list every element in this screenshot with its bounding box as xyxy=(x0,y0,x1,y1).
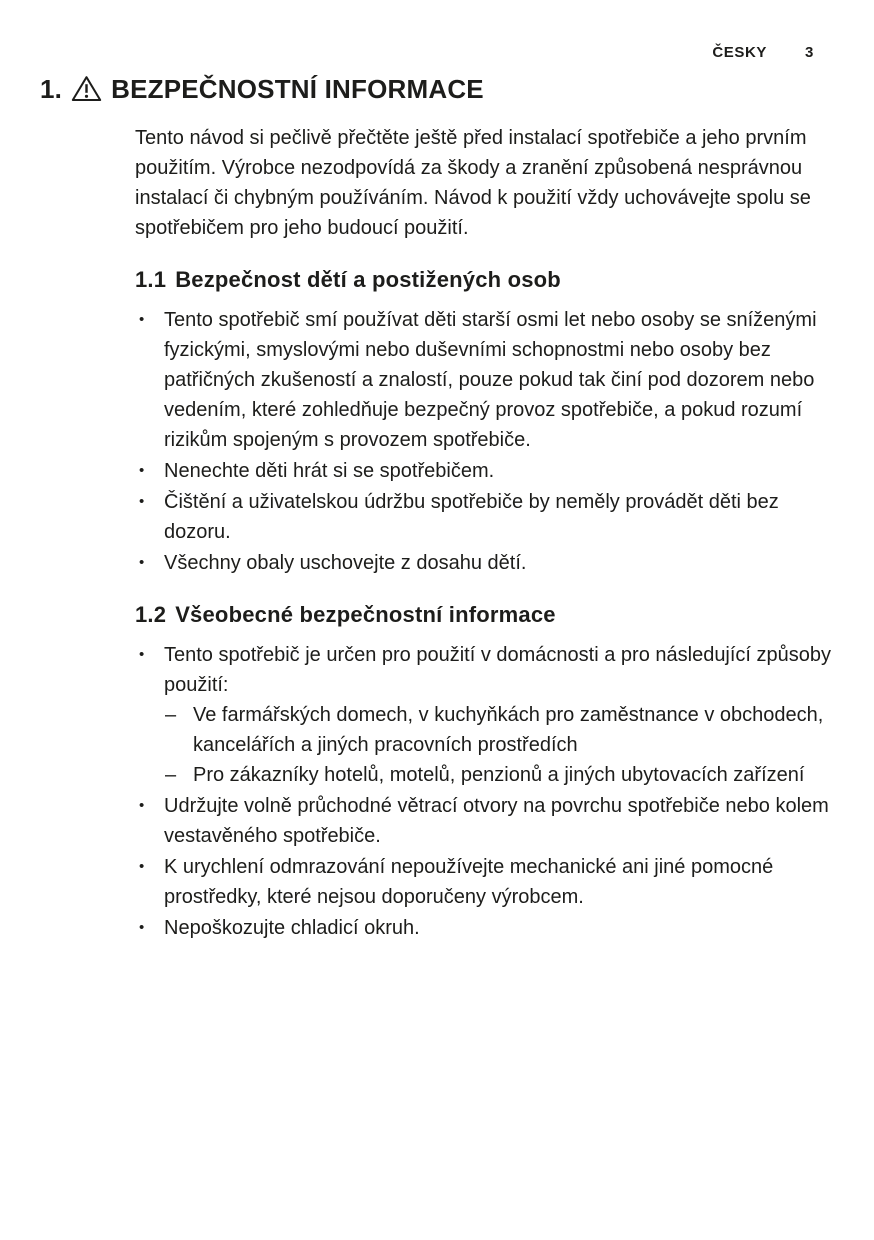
list-item-text: K urychlení odmrazování nepoužívejte mechanické ani jiné pomocné prostředky, které nejsou doporučeny výrobcem. xyxy=(164,856,774,908)
sub-list-item xyxy=(164,760,849,790)
list-item xyxy=(137,456,849,486)
list-item-text: Nenechte děti hrát si se spotřebičem. xyxy=(164,460,495,482)
dash-marker: – xyxy=(165,704,177,726)
bullet-marker: • xyxy=(139,646,145,663)
warning-triangle-icon xyxy=(71,75,102,102)
list-item xyxy=(137,640,849,790)
bullet-marker: • xyxy=(139,797,145,814)
section-number: 1. xyxy=(40,74,63,104)
list-item-text: Udržujte volně průchodné větrací otvory na povrchu spotřebiče nebo kolem vestavěného spotřebiče. xyxy=(164,795,829,847)
page-number: 3 xyxy=(805,44,814,61)
subsection-heading-1-2 xyxy=(135,602,874,628)
dash-marker: – xyxy=(165,764,177,786)
bullet-list-1-2 xyxy=(137,640,849,943)
bullet-marker: • xyxy=(139,493,145,510)
bullet-list-1-1 xyxy=(137,305,849,578)
section-title: BEZPEČNOSTNÍ INFORMACE xyxy=(111,74,484,104)
list-item-text: Čištění a uživatelskou údržbu spotřebiče by neměly provádět děti bez dozoru. xyxy=(164,491,779,543)
subsection-title: Bezpečnost dětí a postižených osob xyxy=(175,267,561,292)
bullet-marker: • xyxy=(139,462,145,479)
list-item-text: Všechny obaly uschovejte z dosahu dětí. xyxy=(164,552,527,574)
sub-list-item xyxy=(164,700,849,760)
list-item-text: Tento spotřebič je určen pro použití v domácnosti a pro následující způsoby použití: xyxy=(164,644,832,696)
list-item xyxy=(137,305,849,455)
subsection-number: 1.2 xyxy=(135,602,167,627)
bullet-marker: • xyxy=(139,919,145,936)
intro-paragraph: Tento návod si pečlivě přečtěte ještě před instalací spotřebiče a jeho prvním použitím. Výrobce nezodpovídá za škody a zranění způsobená nesprávnou instalací či chybným používáním. Návod k použití vždy uchovávejte spolu se spotřebičem pro jeho budoucí použití. xyxy=(135,127,811,239)
subsection-heading-1-1 xyxy=(135,267,874,293)
subsection-number: 1.1 xyxy=(135,267,167,292)
list-item-text: Nepoškozujte chladicí okruh. xyxy=(164,917,420,939)
bullet-marker: • xyxy=(139,858,145,875)
list-item xyxy=(137,852,849,912)
sub-bullet-list xyxy=(164,700,849,790)
sub-list-item-text: Ve farmářských domech, v kuchyňkách pro zaměstnance v obchodech, kancelářích a jiných pracovních prostředích xyxy=(193,704,824,756)
bullet-marker: • xyxy=(139,554,145,571)
language-label: ČESKY xyxy=(712,44,768,61)
list-item xyxy=(137,487,849,547)
list-item xyxy=(137,791,849,851)
list-item xyxy=(137,913,849,943)
section-heading xyxy=(40,74,874,105)
page-header xyxy=(712,44,814,61)
bullet-marker: • xyxy=(139,311,145,328)
subsection-title: Všeobecné bezpečnostní informace xyxy=(175,602,556,627)
list-item-text: Tento spotřebič smí používat děti starší osmi let nebo osoby se sníženými fyzickými, smyslovými nebo duševními schopnostmi nebo osoby bez patřičných zkušeností a znalostí, pouze pokud tak činí pod dozorem nebo vedením, které zohledňuje bezpečný provoz spotřebiče, a pokud rozumí rizikům spojeným s provozem spotřebiče. xyxy=(164,309,817,451)
sub-list-item-text: Pro zákazníky hotelů, motelů, penzionů a jiných ubytovacích zařízení xyxy=(193,764,805,786)
list-item xyxy=(137,548,849,578)
